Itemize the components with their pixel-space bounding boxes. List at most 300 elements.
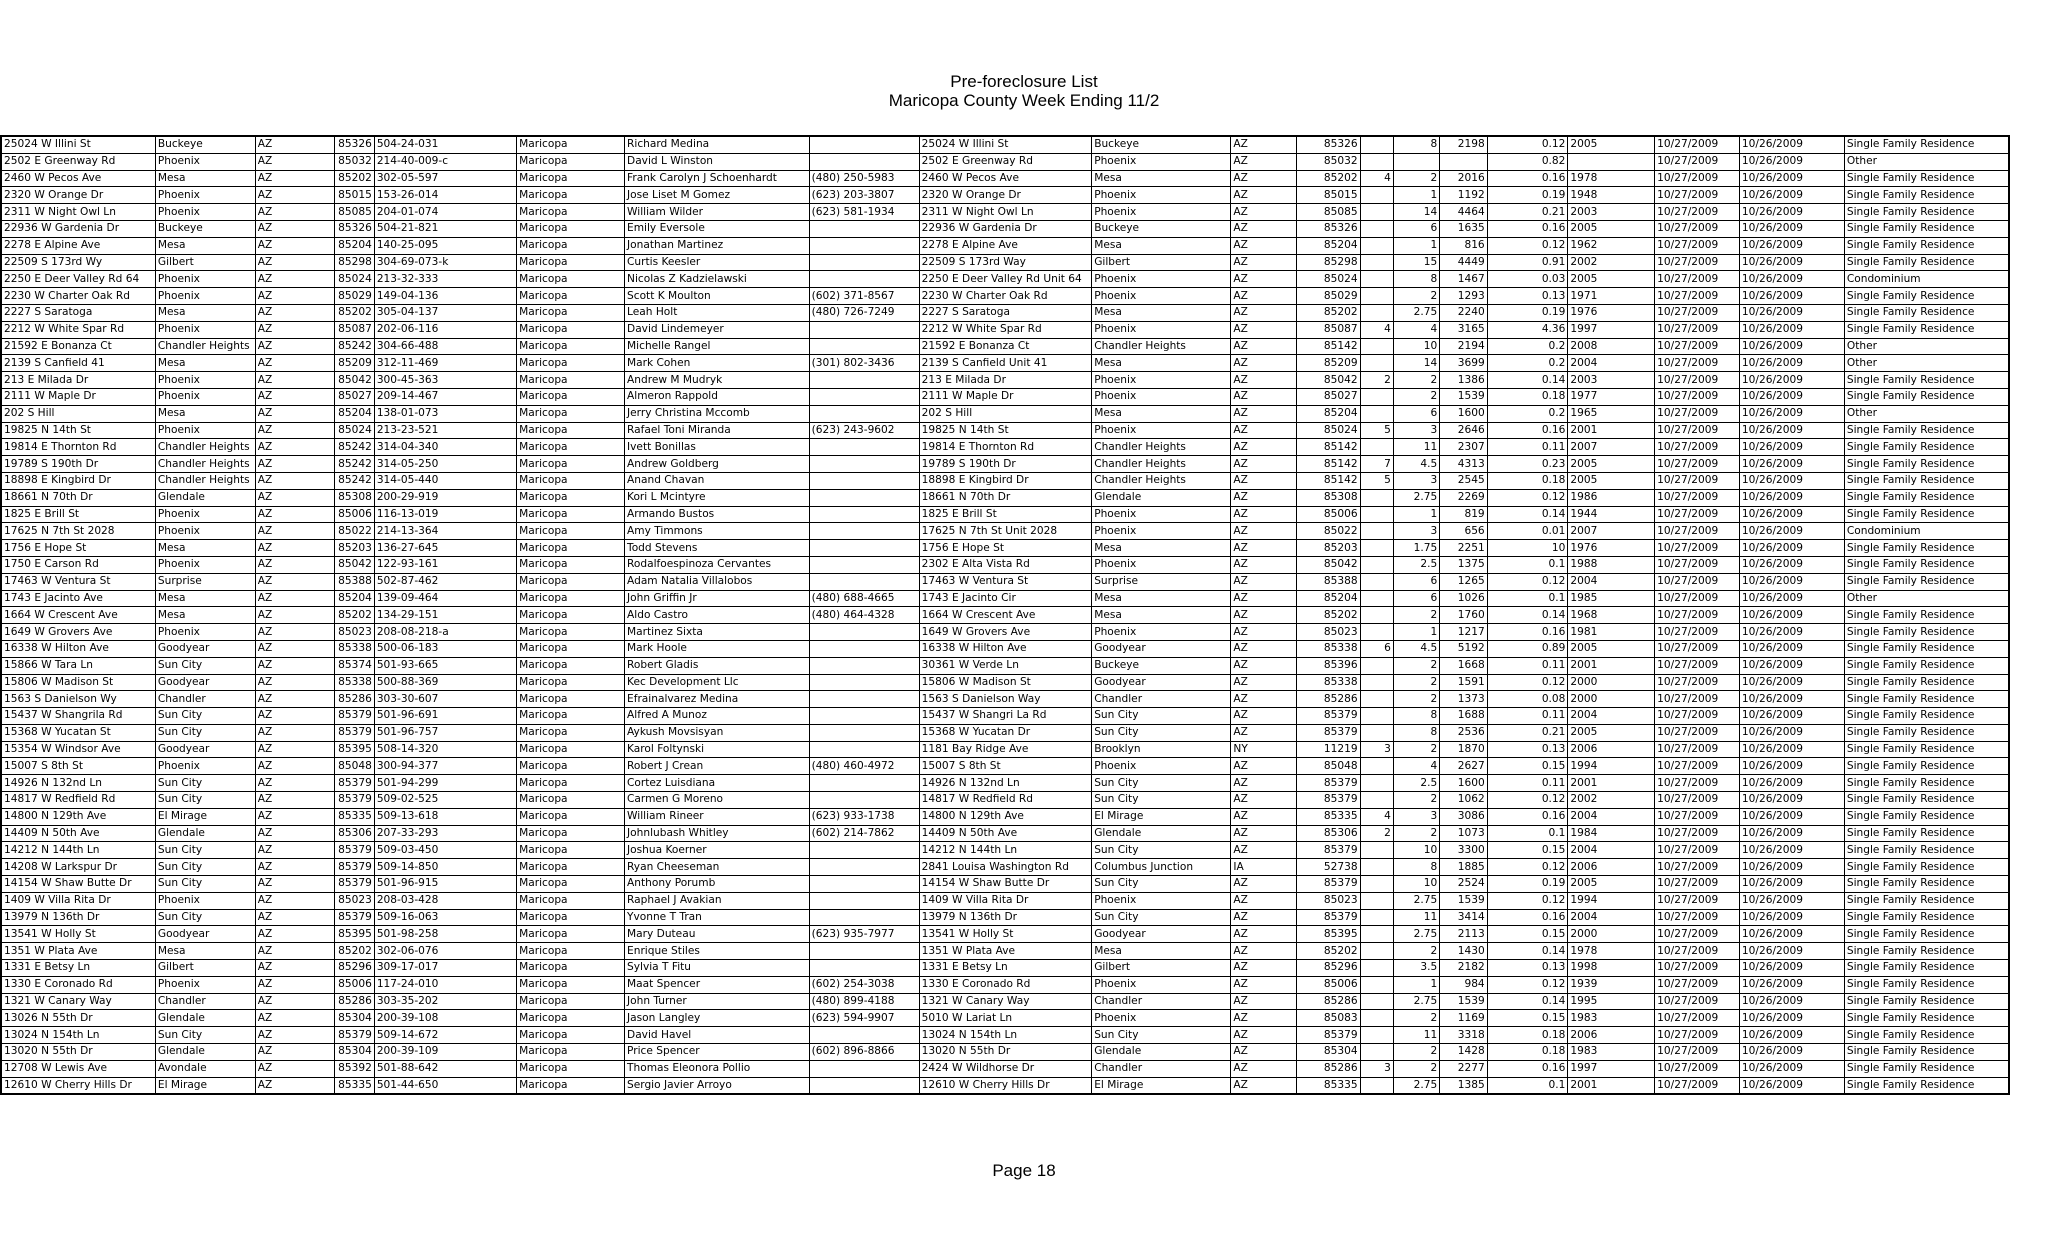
mailing-city-cell: Sun City bbox=[1092, 876, 1231, 893]
lot-acres-cell: 0.19 bbox=[1487, 187, 1568, 204]
mailing-zip-cell: 85029 bbox=[1297, 288, 1361, 305]
bathrooms-cell: 2.75 bbox=[1393, 892, 1439, 909]
property-zip-cell: 85379 bbox=[335, 909, 374, 926]
title-line-1: Pre-foreclosure List bbox=[950, 72, 1098, 91]
bedrooms-cell bbox=[1360, 204, 1393, 221]
bathrooms-cell: 4.5 bbox=[1393, 456, 1439, 473]
mailing-city-cell: Chandler Heights bbox=[1092, 338, 1231, 355]
owner-phone-cell bbox=[809, 506, 919, 523]
list-date-cell: 10/27/2009 bbox=[1655, 859, 1740, 876]
owner-phone-cell bbox=[809, 338, 919, 355]
county-cell: Maricopa bbox=[517, 859, 625, 876]
bathrooms-cell: 2.75 bbox=[1393, 304, 1439, 321]
filing-date-cell: 10/26/2009 bbox=[1739, 741, 1844, 758]
table-body bbox=[1, 136, 2009, 1094]
mailing-state-cell: AZ bbox=[1231, 640, 1297, 657]
county-cell: Maricopa bbox=[517, 775, 625, 792]
owner-name-cell: Mary Duteau bbox=[625, 926, 810, 943]
property-state-cell: AZ bbox=[255, 708, 335, 725]
bathrooms-cell: 1 bbox=[1393, 237, 1439, 254]
square-feet-cell: 1539 bbox=[1440, 993, 1487, 1010]
property-city-cell: Sun City bbox=[155, 775, 255, 792]
property-state-cell: AZ bbox=[255, 1010, 335, 1027]
owner-name-cell: Kori L Mcintyre bbox=[625, 489, 810, 506]
owner-name-cell: Almeron Rappold bbox=[625, 388, 810, 405]
county-cell: Maricopa bbox=[517, 825, 625, 842]
year-built-cell: 1962 bbox=[1568, 237, 1655, 254]
owner-name-cell: Rafael Toni Miranda bbox=[625, 422, 810, 439]
table-row bbox=[1, 220, 2009, 237]
table-row bbox=[1, 590, 2009, 607]
mailing-address-cell: 19814 E Thornton Rd bbox=[919, 439, 1092, 456]
mailing-state-cell: AZ bbox=[1231, 388, 1297, 405]
filing-date-cell: 10/26/2009 bbox=[1739, 304, 1844, 321]
property-zip-cell: 85298 bbox=[335, 254, 374, 271]
lot-acres-cell: 0.12 bbox=[1487, 792, 1568, 809]
parcel-number-cell: 501-44-650 bbox=[374, 1077, 516, 1094]
property-state-cell: AZ bbox=[255, 943, 335, 960]
property-address-cell: 2212 W White Spar Rd bbox=[1, 321, 155, 338]
mailing-city-cell: Phoenix bbox=[1092, 556, 1231, 573]
property-address-cell: 1563 S Danielson Wy bbox=[1, 691, 155, 708]
year-built-cell: 1983 bbox=[1568, 1010, 1655, 1027]
bedrooms-cell bbox=[1360, 220, 1393, 237]
filing-date-cell: 10/26/2009 bbox=[1739, 220, 1844, 237]
property-zip-cell: 85027 bbox=[335, 388, 374, 405]
owner-name-cell: Nicolas Z Kadzielawski bbox=[625, 271, 810, 288]
filing-date-cell: 10/26/2009 bbox=[1739, 892, 1844, 909]
mailing-address-cell: 2230 W Charter Oak Rd bbox=[919, 288, 1092, 305]
property-state-cell: AZ bbox=[255, 758, 335, 775]
bathrooms-cell: 8 bbox=[1393, 724, 1439, 741]
square-feet-cell: 5192 bbox=[1440, 640, 1487, 657]
property-city-cell: El Mirage bbox=[155, 808, 255, 825]
table-row bbox=[1, 136, 2009, 153]
parcel-number-cell: 509-14-850 bbox=[374, 859, 516, 876]
owner-phone-cell bbox=[809, 1027, 919, 1044]
square-feet-cell: 1885 bbox=[1440, 859, 1487, 876]
property-city-cell: Mesa bbox=[155, 355, 255, 372]
property-state-cell: AZ bbox=[255, 724, 335, 741]
property-state-cell: AZ bbox=[255, 926, 335, 943]
property-zip-cell: 85242 bbox=[335, 456, 374, 473]
property-address-cell: 22936 W Gardenia Dr bbox=[1, 220, 155, 237]
lot-acres-cell: 0.18 bbox=[1487, 1027, 1568, 1044]
bathrooms-cell: 8 bbox=[1393, 708, 1439, 725]
county-cell: Maricopa bbox=[517, 657, 625, 674]
list-date-cell: 10/27/2009 bbox=[1655, 1027, 1740, 1044]
owner-phone-cell bbox=[809, 523, 919, 540]
parcel-number-cell: 302-05-597 bbox=[374, 170, 516, 187]
year-built-cell: 2002 bbox=[1568, 254, 1655, 271]
filing-date-cell: 10/26/2009 bbox=[1739, 321, 1844, 338]
year-built-cell: 2001 bbox=[1568, 422, 1655, 439]
owner-phone-cell bbox=[809, 220, 919, 237]
property-zip-cell: 85379 bbox=[335, 859, 374, 876]
property-type-cell: Single Family Residence bbox=[1844, 254, 2009, 271]
table-row bbox=[1, 708, 2009, 725]
year-built-cell: 2008 bbox=[1568, 338, 1655, 355]
county-cell: Maricopa bbox=[517, 523, 625, 540]
table-row bbox=[1, 1044, 2009, 1061]
property-type-cell: Single Family Residence bbox=[1844, 288, 2009, 305]
year-built-cell: 2005 bbox=[1568, 876, 1655, 893]
filing-date-cell: 10/26/2009 bbox=[1739, 590, 1844, 607]
property-state-cell: AZ bbox=[255, 808, 335, 825]
mailing-address-cell: 2311 W Night Owl Ln bbox=[919, 204, 1092, 221]
list-date-cell: 10/27/2009 bbox=[1655, 540, 1740, 557]
bathrooms-cell: 2 bbox=[1393, 388, 1439, 405]
property-address-cell: 14800 N 129th Ave bbox=[1, 808, 155, 825]
property-type-cell: Single Family Residence bbox=[1844, 1060, 2009, 1077]
table-row bbox=[1, 523, 2009, 540]
parcel-number-cell: 140-25-095 bbox=[374, 237, 516, 254]
bathrooms-cell: 2 bbox=[1393, 170, 1439, 187]
property-state-cell: AZ bbox=[255, 993, 335, 1010]
mailing-city-cell: Phoenix bbox=[1092, 153, 1231, 170]
square-feet-cell: 3086 bbox=[1440, 808, 1487, 825]
year-built-cell: 1986 bbox=[1568, 489, 1655, 506]
lot-acres-cell: 0.11 bbox=[1487, 775, 1568, 792]
bedrooms-cell bbox=[1360, 506, 1393, 523]
list-date-cell: 10/27/2009 bbox=[1655, 674, 1740, 691]
year-built-cell: 1981 bbox=[1568, 624, 1655, 641]
mailing-address-cell: 15007 S 8th St bbox=[919, 758, 1092, 775]
county-cell: Maricopa bbox=[517, 321, 625, 338]
parcel-number-cell: 312-11-469 bbox=[374, 355, 516, 372]
lot-acres-cell: 0.18 bbox=[1487, 388, 1568, 405]
bedrooms-cell bbox=[1360, 607, 1393, 624]
mailing-city-cell: Buckeye bbox=[1092, 220, 1231, 237]
parcel-number-cell: 303-30-607 bbox=[374, 691, 516, 708]
property-zip-cell: 85006 bbox=[335, 976, 374, 993]
owner-name-cell: Curtis Keesler bbox=[625, 254, 810, 271]
filing-date-cell: 10/26/2009 bbox=[1739, 338, 1844, 355]
mailing-state-cell: AZ bbox=[1231, 472, 1297, 489]
mailing-city-cell: Sun City bbox=[1092, 775, 1231, 792]
property-zip-cell: 85326 bbox=[335, 136, 374, 153]
mailing-address-cell: 2139 S Canfield Unit 41 bbox=[919, 355, 1092, 372]
filing-date-cell: 10/26/2009 bbox=[1739, 842, 1844, 859]
parcel-number-cell: 509-03-450 bbox=[374, 842, 516, 859]
table-row bbox=[1, 187, 2009, 204]
property-address-cell: 15007 S 8th St bbox=[1, 758, 155, 775]
mailing-address-cell: 15368 W Yucatan Dr bbox=[919, 724, 1092, 741]
property-address-cell: 2278 E Alpine Ave bbox=[1, 237, 155, 254]
table-row bbox=[1, 506, 2009, 523]
square-feet-cell: 984 bbox=[1440, 976, 1487, 993]
owner-phone-cell bbox=[809, 657, 919, 674]
mailing-address-cell: 1563 S Danielson Way bbox=[919, 691, 1092, 708]
property-state-cell: AZ bbox=[255, 388, 335, 405]
lot-acres-cell: 0.13 bbox=[1487, 960, 1568, 977]
bathrooms-cell: 1.75 bbox=[1393, 540, 1439, 557]
mailing-zip-cell: 85023 bbox=[1297, 892, 1361, 909]
mailing-zip-cell: 85379 bbox=[1297, 1027, 1361, 1044]
property-address-cell: 19825 N 14th St bbox=[1, 422, 155, 439]
bathrooms-cell: 3 bbox=[1393, 472, 1439, 489]
year-built-cell: 1983 bbox=[1568, 1044, 1655, 1061]
filing-date-cell: 10/26/2009 bbox=[1739, 708, 1844, 725]
property-state-cell: AZ bbox=[255, 136, 335, 153]
property-type-cell: Single Family Residence bbox=[1844, 792, 2009, 809]
county-cell: Maricopa bbox=[517, 993, 625, 1010]
table-row bbox=[1, 1010, 2009, 1027]
square-feet-cell bbox=[1440, 153, 1487, 170]
bathrooms-cell: 11 bbox=[1393, 1027, 1439, 1044]
mailing-zip-cell: 85379 bbox=[1297, 708, 1361, 725]
filing-date-cell: 10/26/2009 bbox=[1739, 876, 1844, 893]
mailing-state-cell: AZ bbox=[1231, 170, 1297, 187]
mailing-zip-cell: 85042 bbox=[1297, 372, 1361, 389]
list-date-cell: 10/27/2009 bbox=[1655, 909, 1740, 926]
owner-name-cell: Scott K Moulton bbox=[625, 288, 810, 305]
property-city-cell: Phoenix bbox=[155, 976, 255, 993]
property-city-cell: Goodyear bbox=[155, 640, 255, 657]
bedrooms-cell bbox=[1360, 540, 1393, 557]
bedrooms-cell: 4 bbox=[1360, 321, 1393, 338]
filing-date-cell: 10/26/2009 bbox=[1739, 859, 1844, 876]
year-built-cell: 2005 bbox=[1568, 136, 1655, 153]
mailing-zip-cell: 85326 bbox=[1297, 136, 1361, 153]
mailing-city-cell: Phoenix bbox=[1092, 758, 1231, 775]
mailing-address-cell: 13020 N 55th Dr bbox=[919, 1044, 1092, 1061]
property-address-cell: 202 S Hill bbox=[1, 405, 155, 422]
filing-date-cell: 10/26/2009 bbox=[1739, 540, 1844, 557]
property-city-cell: Phoenix bbox=[155, 372, 255, 389]
property-zip-cell: 85242 bbox=[335, 338, 374, 355]
mailing-address-cell: 2320 W Orange Dr bbox=[919, 187, 1092, 204]
property-address-cell: 15806 W Madison St bbox=[1, 674, 155, 691]
property-address-cell: 19814 E Thornton Rd bbox=[1, 439, 155, 456]
property-state-cell: AZ bbox=[255, 741, 335, 758]
filing-date-cell: 10/26/2009 bbox=[1739, 1044, 1844, 1061]
property-type-cell: Single Family Residence bbox=[1844, 640, 2009, 657]
property-address-cell: 17625 N 7th St 2028 bbox=[1, 523, 155, 540]
bedrooms-cell bbox=[1360, 1077, 1393, 1094]
owner-name-cell: Aykush Movsisyan bbox=[625, 724, 810, 741]
bedrooms-cell bbox=[1360, 708, 1393, 725]
square-feet-cell: 2251 bbox=[1440, 540, 1487, 557]
lot-acres-cell: 0.1 bbox=[1487, 556, 1568, 573]
lot-acres-cell: 0.11 bbox=[1487, 439, 1568, 456]
county-cell: Maricopa bbox=[517, 842, 625, 859]
year-built-cell: 2005 bbox=[1568, 271, 1655, 288]
mailing-zip-cell: 85286 bbox=[1297, 1060, 1361, 1077]
lot-acres-cell: 0.21 bbox=[1487, 204, 1568, 221]
filing-date-cell: 10/26/2009 bbox=[1739, 607, 1844, 624]
property-type-cell: Single Family Residence bbox=[1844, 993, 2009, 1010]
mailing-zip-cell: 85379 bbox=[1297, 842, 1361, 859]
owner-phone-cell: (623) 935-7977 bbox=[809, 926, 919, 943]
property-address-cell: 14208 W Larkspur Dr bbox=[1, 859, 155, 876]
bathrooms-cell: 11 bbox=[1393, 439, 1439, 456]
bedrooms-cell bbox=[1360, 943, 1393, 960]
mailing-state-cell: AZ bbox=[1231, 892, 1297, 909]
property-state-cell: AZ bbox=[255, 1027, 335, 1044]
county-cell: Maricopa bbox=[517, 792, 625, 809]
owner-phone-cell bbox=[809, 136, 919, 153]
county-cell: Maricopa bbox=[517, 271, 625, 288]
bedrooms-cell bbox=[1360, 388, 1393, 405]
owner-phone-cell: (623) 581-1934 bbox=[809, 204, 919, 221]
property-address-cell: 1664 W Crescent Ave bbox=[1, 607, 155, 624]
county-cell: Maricopa bbox=[517, 220, 625, 237]
mailing-address-cell: 15806 W Madison St bbox=[919, 674, 1092, 691]
mailing-address-cell: 13541 W Holly St bbox=[919, 926, 1092, 943]
property-city-cell: Mesa bbox=[155, 590, 255, 607]
property-address-cell: 2227 S Saratoga bbox=[1, 304, 155, 321]
property-type-cell: Other bbox=[1844, 153, 2009, 170]
year-built-cell: 1944 bbox=[1568, 506, 1655, 523]
owner-name-cell: Ivett Bonillas bbox=[625, 439, 810, 456]
owner-phone-cell bbox=[809, 741, 919, 758]
lot-acres-cell: 0.13 bbox=[1487, 741, 1568, 758]
list-date-cell: 10/27/2009 bbox=[1655, 153, 1740, 170]
mailing-address-cell: 17463 W Ventura St bbox=[919, 573, 1092, 590]
mailing-state-cell: AZ bbox=[1231, 825, 1297, 842]
mailing-city-cell: Phoenix bbox=[1092, 624, 1231, 641]
lot-acres-cell: 0.16 bbox=[1487, 220, 1568, 237]
parcel-number-cell: 204-01-074 bbox=[374, 204, 516, 221]
filing-date-cell: 10/26/2009 bbox=[1739, 624, 1844, 641]
county-cell: Maricopa bbox=[517, 808, 625, 825]
owner-phone-cell bbox=[809, 540, 919, 557]
owner-phone-cell: (480) 899-4188 bbox=[809, 993, 919, 1010]
list-date-cell: 10/27/2009 bbox=[1655, 372, 1740, 389]
mailing-state-cell: AZ bbox=[1231, 607, 1297, 624]
property-state-cell: AZ bbox=[255, 204, 335, 221]
square-feet-cell: 1293 bbox=[1440, 288, 1487, 305]
filing-date-cell: 10/26/2009 bbox=[1739, 993, 1844, 1010]
property-type-cell: Single Family Residence bbox=[1844, 674, 2009, 691]
property-zip-cell: 85379 bbox=[335, 792, 374, 809]
property-state-cell: AZ bbox=[255, 237, 335, 254]
owner-phone-cell: (602) 371-8567 bbox=[809, 288, 919, 305]
parcel-number-cell: 200-29-919 bbox=[374, 489, 516, 506]
owner-name-cell: Price Spencer bbox=[625, 1044, 810, 1061]
property-zip-cell: 85023 bbox=[335, 624, 374, 641]
mailing-city-cell: Glendale bbox=[1092, 1044, 1231, 1061]
property-city-cell: Phoenix bbox=[155, 187, 255, 204]
year-built-cell: 2004 bbox=[1568, 573, 1655, 590]
list-date-cell: 10/27/2009 bbox=[1655, 388, 1740, 405]
owner-phone-cell bbox=[809, 892, 919, 909]
mailing-state-cell: AZ bbox=[1231, 775, 1297, 792]
property-address-cell: 14926 N 132nd Ln bbox=[1, 775, 155, 792]
bedrooms-cell bbox=[1360, 237, 1393, 254]
lot-acres-cell: 0.19 bbox=[1487, 876, 1568, 893]
mailing-address-cell: 2502 E Greenway Rd bbox=[919, 153, 1092, 170]
mailing-address-cell: 2212 W White Spar Rd bbox=[919, 321, 1092, 338]
property-type-cell: Single Family Residence bbox=[1844, 573, 2009, 590]
filing-date-cell: 10/26/2009 bbox=[1739, 288, 1844, 305]
owner-phone-cell: (602) 896-8866 bbox=[809, 1044, 919, 1061]
property-address-cell: 15354 W Windsor Ave bbox=[1, 741, 155, 758]
table-row bbox=[1, 943, 2009, 960]
county-cell: Maricopa bbox=[517, 439, 625, 456]
bathrooms-cell: 8 bbox=[1393, 136, 1439, 153]
square-feet-cell: 1539 bbox=[1440, 388, 1487, 405]
year-built-cell: 1977 bbox=[1568, 388, 1655, 405]
property-state-cell: AZ bbox=[255, 170, 335, 187]
parcel-number-cell: 509-13-618 bbox=[374, 808, 516, 825]
owner-name-cell: Sylvia T Fitu bbox=[625, 960, 810, 977]
property-city-cell: Goodyear bbox=[155, 926, 255, 943]
owner-name-cell: Anthony Porumb bbox=[625, 876, 810, 893]
property-type-cell: Single Family Residence bbox=[1844, 1044, 2009, 1061]
parcel-number-cell: 501-96-691 bbox=[374, 708, 516, 725]
owner-name-cell: Johnlubash Whitley bbox=[625, 825, 810, 842]
mailing-state-cell: AZ bbox=[1231, 187, 1297, 204]
property-address-cell: 19789 S 190th Dr bbox=[1, 456, 155, 473]
table-row bbox=[1, 338, 2009, 355]
table-row bbox=[1, 892, 2009, 909]
owner-phone-cell: (623) 933-1738 bbox=[809, 808, 919, 825]
property-type-cell: Single Family Residence bbox=[1844, 960, 2009, 977]
mailing-address-cell: 1330 E Coronado Rd bbox=[919, 976, 1092, 993]
property-address-cell: 12708 W Lewis Ave bbox=[1, 1060, 155, 1077]
filing-date-cell: 10/26/2009 bbox=[1739, 976, 1844, 993]
property-address-cell: 1321 W Canary Way bbox=[1, 993, 155, 1010]
bedrooms-cell: 2 bbox=[1360, 825, 1393, 842]
year-built-cell: 1995 bbox=[1568, 993, 1655, 1010]
bathrooms-cell: 15 bbox=[1393, 254, 1439, 271]
owner-phone-cell bbox=[809, 456, 919, 473]
title-line-2: Maricopa County Week Ending 11/2 bbox=[888, 91, 1160, 110]
mailing-address-cell: 2111 W Maple Dr bbox=[919, 388, 1092, 405]
bathrooms-cell: 2 bbox=[1393, 288, 1439, 305]
year-built-cell: 2004 bbox=[1568, 842, 1655, 859]
filing-date-cell: 10/26/2009 bbox=[1739, 254, 1844, 271]
list-date-cell: 10/27/2009 bbox=[1655, 456, 1740, 473]
bathrooms-cell: 2.75 bbox=[1393, 993, 1439, 1010]
table-row bbox=[1, 976, 2009, 993]
county-cell: Maricopa bbox=[517, 1044, 625, 1061]
owner-phone-cell bbox=[809, 237, 919, 254]
year-built-cell: 2006 bbox=[1568, 859, 1655, 876]
mailing-address-cell: 25024 W Illini St bbox=[919, 136, 1092, 153]
bathrooms-cell: 8 bbox=[1393, 271, 1439, 288]
square-feet-cell: 1668 bbox=[1440, 657, 1487, 674]
property-state-cell: AZ bbox=[255, 372, 335, 389]
list-date-cell: 10/27/2009 bbox=[1655, 523, 1740, 540]
lot-acres-cell: 0.2 bbox=[1487, 338, 1568, 355]
lot-acres-cell: 0.16 bbox=[1487, 624, 1568, 641]
mailing-address-cell: 22936 W Gardenia Dr bbox=[919, 220, 1092, 237]
list-date-cell: 10/27/2009 bbox=[1655, 170, 1740, 187]
parcel-number-cell: 500-06-183 bbox=[374, 640, 516, 657]
square-feet-cell: 1385 bbox=[1440, 1077, 1487, 1094]
parcel-number-cell: 117-24-010 bbox=[374, 976, 516, 993]
square-feet-cell: 1591 bbox=[1440, 674, 1487, 691]
property-city-cell: Sun City bbox=[155, 842, 255, 859]
year-built-cell: 1997 bbox=[1568, 321, 1655, 338]
parcel-number-cell: 509-14-672 bbox=[374, 1027, 516, 1044]
parcel-number-cell: 122-93-161 bbox=[374, 556, 516, 573]
county-cell: Maricopa bbox=[517, 506, 625, 523]
lot-acres-cell: 0.15 bbox=[1487, 1010, 1568, 1027]
lot-acres-cell: 0.1 bbox=[1487, 1077, 1568, 1094]
list-date-cell: 10/27/2009 bbox=[1655, 506, 1740, 523]
property-state-cell: AZ bbox=[255, 556, 335, 573]
mailing-city-cell: Gilbert bbox=[1092, 960, 1231, 977]
mailing-state-cell: AZ bbox=[1231, 993, 1297, 1010]
mailing-city-cell: Brooklyn bbox=[1092, 741, 1231, 758]
mailing-address-cell: 13024 N 154th Ln bbox=[919, 1027, 1092, 1044]
property-zip-cell: 85379 bbox=[335, 775, 374, 792]
filing-date-cell: 10/26/2009 bbox=[1739, 472, 1844, 489]
